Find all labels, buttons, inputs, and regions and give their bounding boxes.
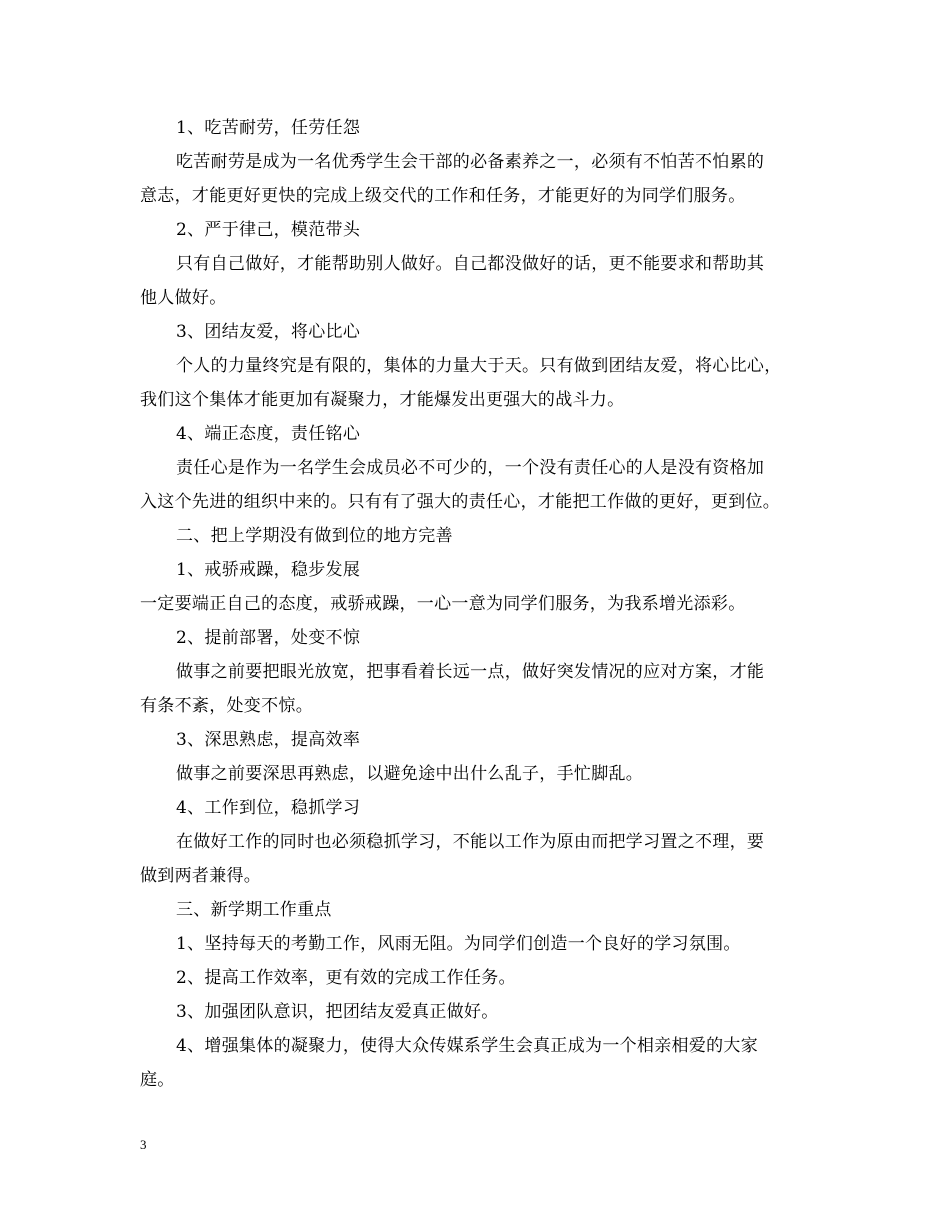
text-line: 个人的力量终究是有限的，集体的力量大于天。只有做到团结友爱，将心比心， [176, 356, 782, 376]
text-line: 一定要端正自己的态度，戒骄戒躁，一心一意为同学们服务，为我系增光添彩。 [140, 594, 746, 614]
document-body [140, 111, 820, 1097]
text-line: 3、团结友爱，将心比心 [176, 322, 361, 342]
text-line: 1、戒骄戒躁，稳步发展 [176, 560, 361, 580]
text-line: 做事之前要把眼光放宽，把事看着长远一点，做好突发情况的应对方案，才能 [176, 662, 765, 682]
text-line: 4、增强集体的凝聚力，使得大众传媒系学生会真正成为一个相亲相爱的大家 [176, 1036, 759, 1056]
text-line: 我们这个集体才能更加有凝聚力，才能爆发出更强大的战斗力。 [140, 390, 625, 410]
text-line: 3、深思熟虑，提高效率 [176, 730, 361, 750]
text-line: 1、坚持每天的考勤工作，风雨无阻。为同学们创造一个良好的学习氛围。 [176, 934, 741, 954]
text-line: 入这个先进的组织中来的。只有有了强大的责任心，才能把工作做的更好，更到位。 [140, 492, 781, 512]
text-line: 3、加强团队意识，把团结友爱真正做好。 [176, 1002, 499, 1022]
text-line: 意志，才能更好更快的完成上级交代的工作和任务，才能更好的为同学们服务。 [140, 186, 746, 206]
text-line: 2、提高工作效率，更有效的完成工作任务。 [176, 968, 516, 988]
text-line: 4、端正态度，责任铭心 [176, 424, 361, 444]
text-line: 有条不紊，处变不惊。 [140, 696, 313, 716]
text-line: 4、工作到位，稳抓学习 [176, 798, 361, 818]
text-line: 在做好工作的同时也必须稳抓学习，不能以工作为原由而把学习置之不理，要 [176, 832, 765, 852]
text-line: 三、新学期工作重点 [176, 900, 332, 920]
text-line: 2、严于律己，模范带头 [176, 220, 361, 240]
page-number: 3 [140, 1137, 147, 1152]
text-line: 只有自己做好，才能帮助别人做好。自己都没做好的话，更不能要求和帮助其 [176, 254, 765, 274]
text-line: 他人做好。 [140, 288, 227, 308]
text-line: 做事之前要深思再熟虑，以避免途中出什么乱子，手忙脚乱。 [176, 764, 644, 784]
text-line: 做到两者兼得。 [140, 866, 262, 886]
text-line: 责任心是作为一名学生会成员必不可少的，一个没有责任心的人是没有资格加 [176, 458, 765, 478]
text-line: 1、吃苦耐劳，任劳任怨 [176, 118, 361, 138]
text-line: 庭。 [140, 1070, 175, 1090]
text-line: 二、把上学期没有做到位的地方完善 [176, 526, 453, 546]
text-line: 2、提前部署，处变不惊 [176, 628, 361, 648]
text-line: 吃苦耐劳是成为一名优秀学生会干部的必备素养之一，必须有不怕苦不怕累的 [176, 152, 765, 172]
